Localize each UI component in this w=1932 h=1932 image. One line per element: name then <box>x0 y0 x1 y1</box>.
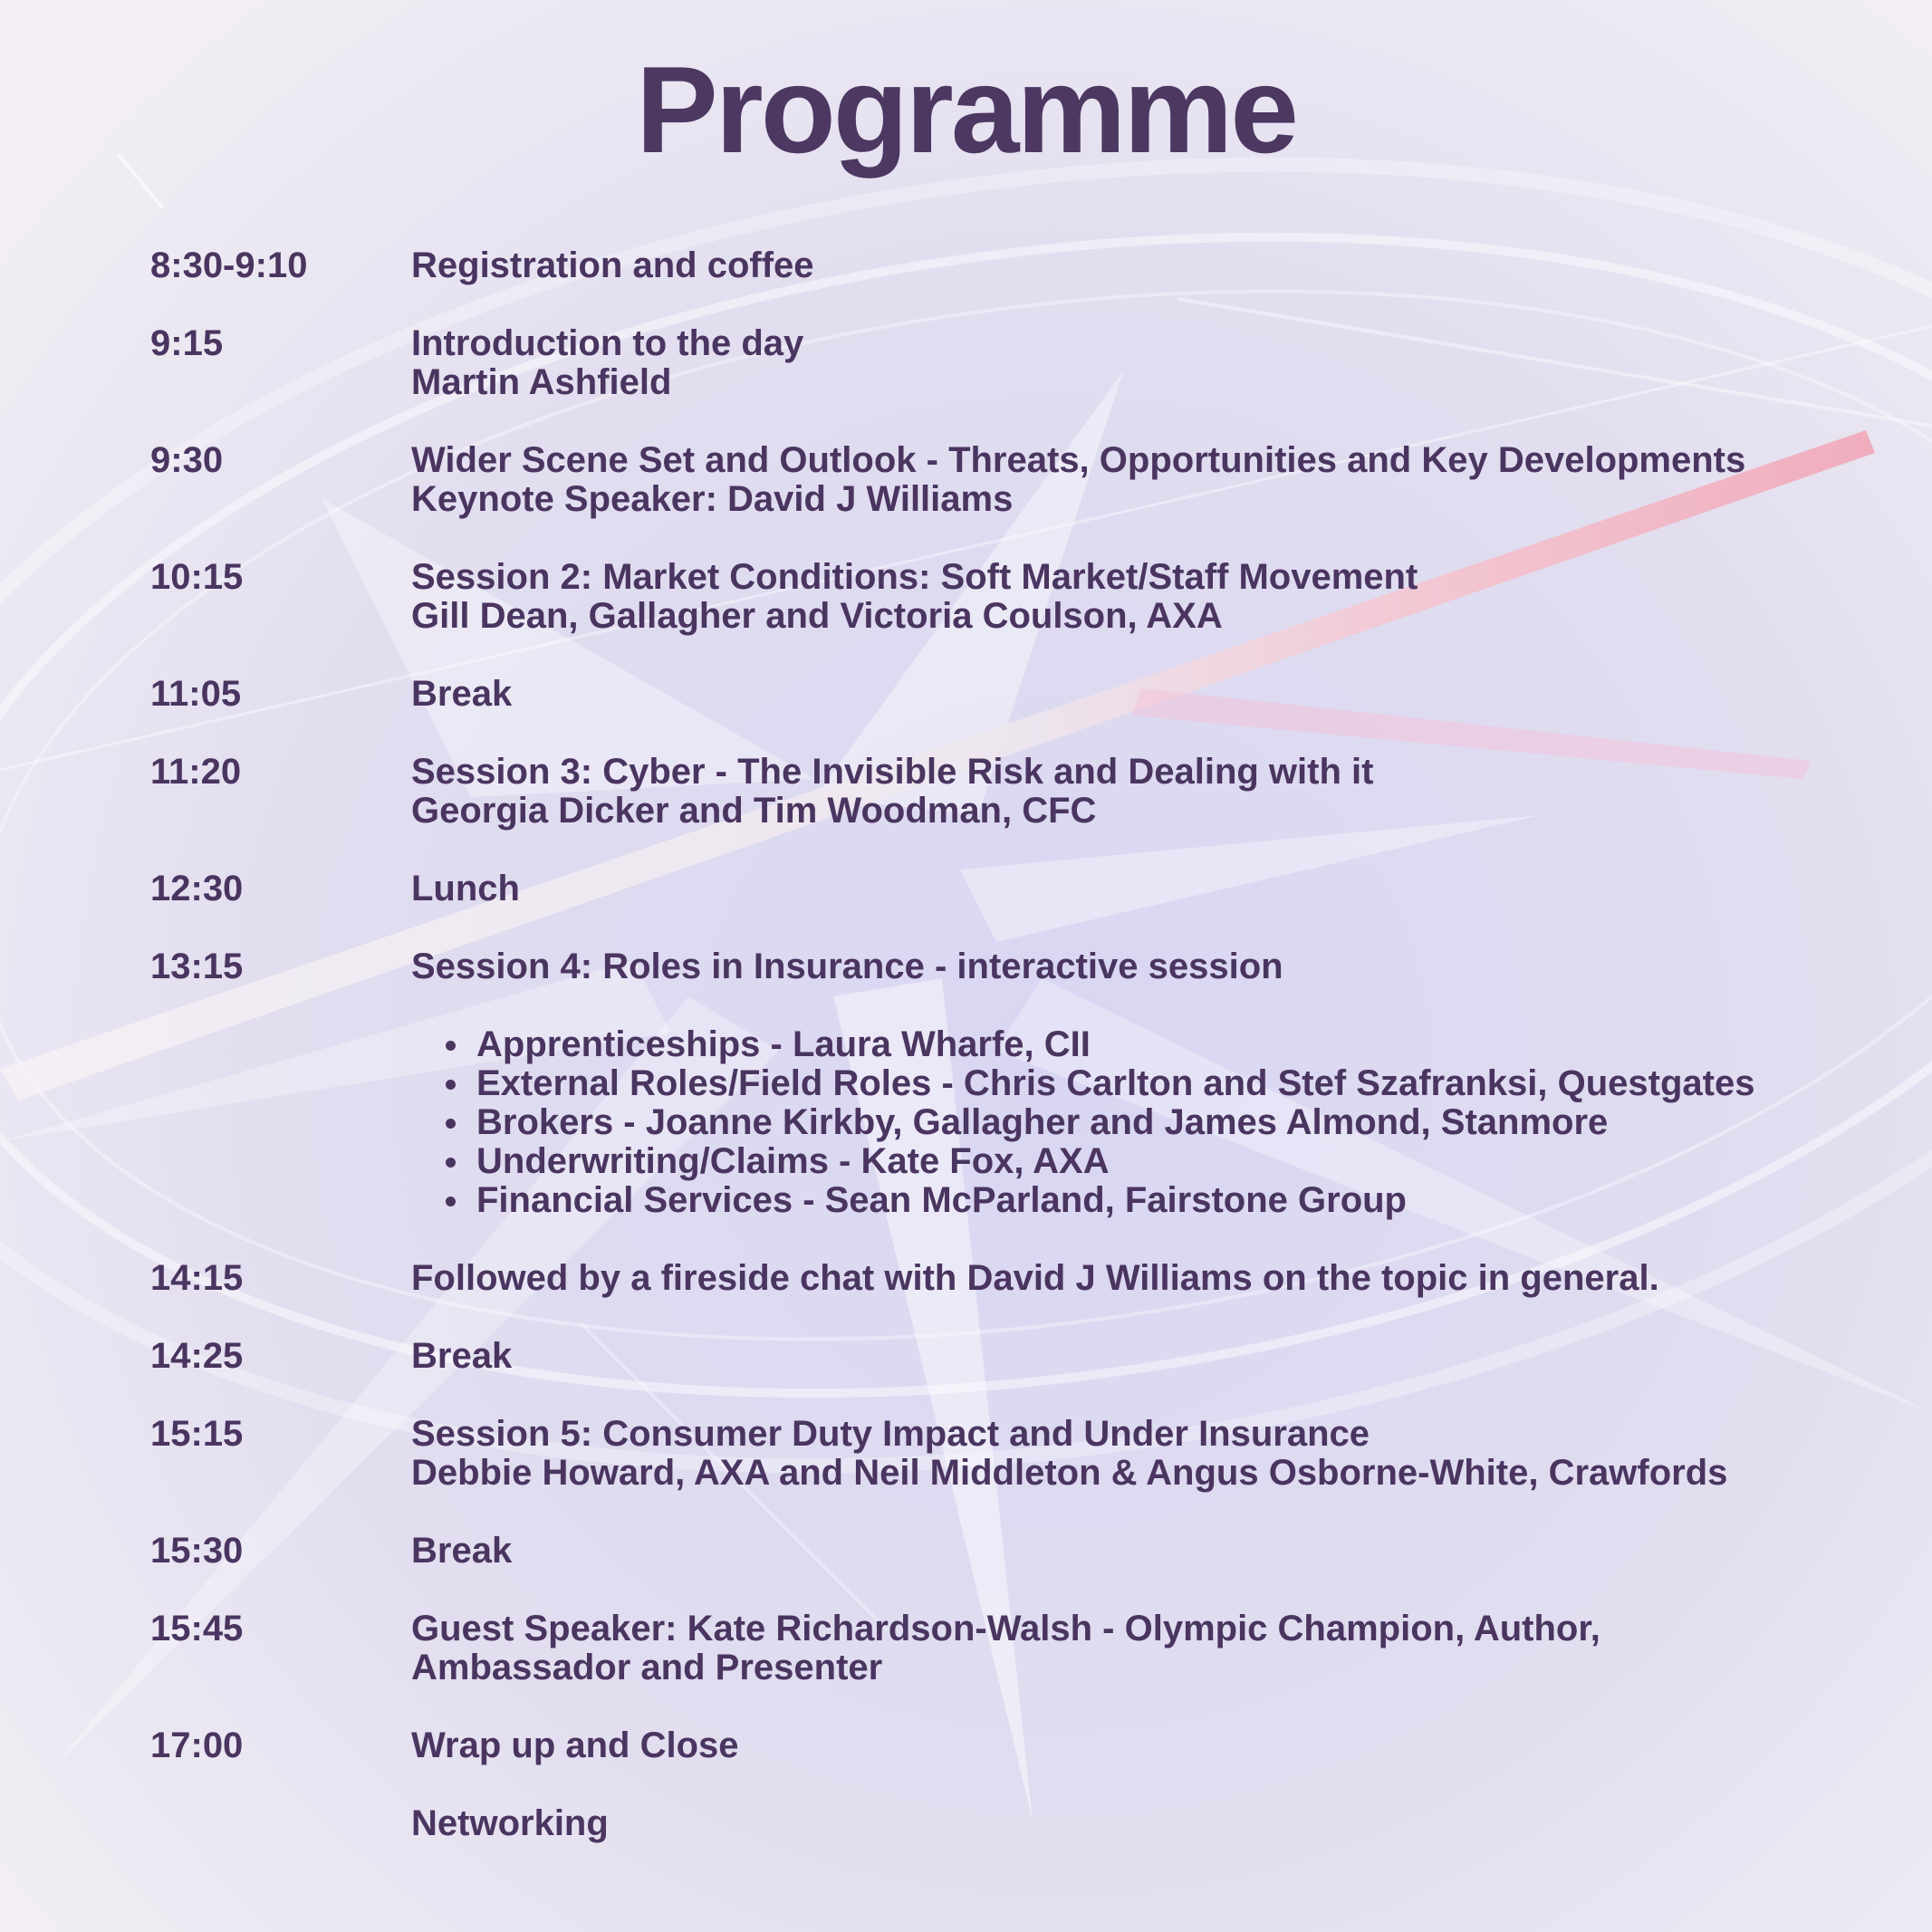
schedule-text: Ambassador and Presenter <box>411 1648 883 1687</box>
schedule-text: Break <box>411 674 513 714</box>
schedule-text: Break <box>411 1531 513 1571</box>
bullet-icon <box>446 1041 456 1051</box>
schedule-detail <box>411 1532 1871 1571</box>
schedule-speaker: Debbie Howard, AXA and Neil Middleton & Angus Osborne-White, Crawfords <box>411 1453 1728 1493</box>
schedule-row <box>150 1337 1871 1376</box>
schedule-time: 13:15 <box>150 947 244 986</box>
schedule-text: Registration and coffee <box>411 245 814 285</box>
list-item-text: External Roles/Field Roles - Chris Carlton and Stef Szafranksi, Questgates <box>476 1063 1755 1103</box>
schedule-text: Session 5: Consumer Duty Impact and Under Insurance <box>411 1414 1370 1454</box>
schedule-time: 9:30 <box>150 440 224 480</box>
schedule-text: Introduction to the day <box>411 323 804 363</box>
schedule-row <box>150 1610 1871 1687</box>
schedule-detail <box>411 324 1871 402</box>
schedule-text: Session 4: Roles in Insurance - interactive session <box>411 947 1283 986</box>
list-item-text: Underwriting/Claims - Kate Fox, AXA <box>476 1141 1110 1181</box>
schedule-detail <box>411 1610 1871 1687</box>
schedule-row <box>150 246 1871 285</box>
bullet-icon <box>446 1197 456 1206</box>
schedule-row <box>150 1726 1871 1765</box>
schedule-detail <box>411 441 1871 519</box>
schedule-detail <box>411 558 1871 636</box>
schedule-detail <box>411 1337 1871 1376</box>
schedule-time: 8:30-9:10 <box>150 245 308 285</box>
schedule-speaker: Keynote Speaker: David J Williams <box>411 479 1014 519</box>
list-item <box>446 1181 1871 1220</box>
schedule-time: 11:20 <box>150 752 242 792</box>
schedule-time: 10:15 <box>150 557 244 597</box>
schedule-time: 9:15 <box>150 323 224 363</box>
schedule-detail <box>411 1259 1871 1298</box>
schedule-detail <box>411 1804 1871 1843</box>
schedule-text: Session 2: Market Conditions: Soft Market/Staff Movement <box>411 557 1418 597</box>
schedule-speaker: Gill Dean, Gallagher and Victoria Coulson, AXA <box>411 596 1223 636</box>
schedule-row <box>150 753 1871 831</box>
list-item <box>446 1103 1871 1142</box>
list-item <box>446 1025 1871 1064</box>
schedule-detail <box>411 675 1871 714</box>
schedule-row <box>150 947 1871 1220</box>
schedule-list <box>150 246 1871 1882</box>
list-item-text: Financial Services - Sean McParland, Fairstone Group <box>476 1180 1407 1220</box>
schedule-text: Session 3: Cyber - The Invisible Risk and Dealing with it <box>411 752 1374 792</box>
schedule-row <box>150 441 1871 519</box>
list-item-text: Brokers - Joanne Kirkby, Gallagher and James Almond, Stanmore <box>476 1102 1609 1142</box>
schedule-row <box>150 1532 1871 1571</box>
schedule-row <box>150 870 1871 908</box>
schedule-detail <box>411 870 1871 908</box>
schedule-time: 14:15 <box>150 1258 244 1298</box>
schedule-row <box>150 675 1871 714</box>
session-4-bullet-list <box>411 1025 1871 1220</box>
schedule-detail <box>411 947 1871 1220</box>
schedule-detail <box>411 1726 1871 1765</box>
list-item-text: Apprenticeships - Laura Wharfe, CII <box>476 1024 1091 1064</box>
page-title: Programme <box>636 41 1296 178</box>
schedule-time: 15:45 <box>150 1609 244 1648</box>
schedule-time: 15:30 <box>150 1531 244 1571</box>
schedule-row <box>150 1259 1871 1298</box>
schedule-time: 11:05 <box>150 674 242 714</box>
schedule-text: Guest Speaker: Kate Richardson-Walsh - Olympic Champion, Author, <box>411 1609 1600 1648</box>
schedule-text: Wider Scene Set and Outlook - Threats, Opportunities and Key Developments <box>411 440 1746 480</box>
list-item <box>446 1064 1871 1103</box>
schedule-row <box>150 558 1871 636</box>
schedule-detail <box>411 246 1871 285</box>
schedule-text: Wrap up and Close <box>411 1725 739 1765</box>
schedule-text: Break <box>411 1336 513 1376</box>
schedule-row <box>150 1415 1871 1493</box>
schedule-speaker: Martin Ashfield <box>411 362 672 402</box>
bullet-icon <box>446 1158 456 1168</box>
schedule-speaker: Georgia Dicker and Tim Woodman, CFC <box>411 791 1097 831</box>
schedule-time: 12:30 <box>150 869 244 908</box>
list-item <box>446 1142 1871 1181</box>
schedule-time: 17:00 <box>150 1725 244 1765</box>
schedule-text: Followed by a fireside chat with David J Williams on the topic in general. <box>411 1258 1659 1298</box>
schedule-text: Networking <box>411 1803 609 1843</box>
bullet-icon <box>446 1080 456 1090</box>
schedule-time: 14:25 <box>150 1336 244 1376</box>
schedule-detail <box>411 1415 1871 1493</box>
schedule-row <box>150 324 1871 402</box>
schedule-row <box>150 1804 1871 1843</box>
schedule-text: Lunch <box>411 869 520 908</box>
schedule-time: 15:15 <box>150 1414 244 1454</box>
schedule-detail <box>411 753 1871 831</box>
bullet-icon <box>446 1119 456 1129</box>
